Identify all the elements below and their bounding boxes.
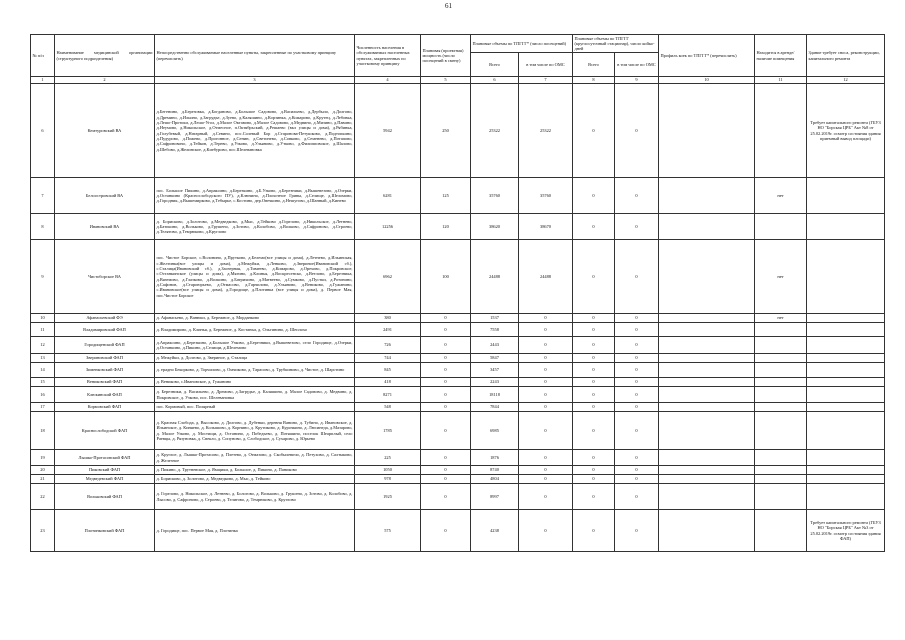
table-row (31, 314, 885, 323)
beddays-total: 0 (573, 354, 615, 363)
visits-oms: 25322 (519, 84, 573, 178)
row-number: 15 (31, 378, 55, 387)
beddays-oms: 0 (615, 314, 659, 323)
repair-note (807, 363, 885, 378)
row-number: 8 (31, 214, 55, 240)
beddays-oms: 0 (615, 84, 659, 178)
settlements-list: д. Межуйки, д. Долгово, д. Звериное, д. Сталица (155, 354, 355, 363)
repair-note (807, 412, 885, 450)
bed-profile (659, 178, 755, 214)
rent-status (755, 378, 807, 387)
facilities-table (30, 34, 885, 552)
beddays-total: 0 (573, 214, 615, 240)
facility-name: Краснослободской ФАП (55, 412, 155, 450)
facility-name: Зименковский ФАП (55, 363, 155, 378)
rent-status (755, 510, 807, 552)
table-row (31, 337, 885, 354)
visits-oms: 0 (519, 475, 573, 484)
visits-oms: 38670 (519, 214, 573, 240)
column-index-row: 1 2 3 4 5 6 7 8 9 10 11 12 (31, 77, 885, 84)
repair-note (807, 323, 885, 337)
population-value: 6281 (355, 178, 421, 214)
row-number: 20 (31, 466, 55, 475)
header-capacity: Плановая (проектная) мощность (число посещений в смену) (421, 35, 471, 77)
row-number: 6 (31, 84, 55, 178)
beddays-oms: 0 (615, 387, 659, 403)
beddays-oms: 0 (615, 363, 659, 378)
beddays-total: 0 (573, 314, 615, 323)
settlements-list: д. Круглое, д. Лышко-Протасово, д. Плетево, д. Отмазово, д. Скобылевичо, д. Петухово, д. Салтыково, д. Железное (155, 450, 355, 466)
facility-name: Звериновский ФАП (55, 354, 155, 363)
beddays-oms: 0 (615, 178, 659, 214)
visits-oms: 0 (519, 354, 573, 363)
table-row (31, 412, 885, 450)
facility-name: Владимировский ФАП (55, 323, 155, 337)
bed-profile (659, 475, 755, 484)
table-row (31, 84, 885, 178)
row-number: 12 (31, 337, 55, 354)
bed-profile (659, 354, 755, 363)
visits-oms: 0 (519, 378, 573, 387)
visits-oms: 0 (519, 363, 573, 378)
beddays-total: 0 (573, 412, 615, 450)
bed-profile (659, 363, 755, 378)
visits-total: 4238 (471, 510, 519, 552)
repair-note (807, 450, 885, 466)
visits-total: 38620 (471, 214, 519, 240)
settlements-list: д. Березники, д. Васильево, д. Дремово, д.Загрудье, д. Каляшино, д. Малое Садовово, д. Медвино, д. Покровское, д. Узково, пос. Шелевановка (155, 387, 355, 403)
repair-note (807, 337, 885, 354)
population-value: 2491 (355, 323, 421, 337)
rent-status (755, 363, 807, 378)
beddays-total: 0 (573, 387, 615, 403)
table-row (31, 484, 885, 510)
rent-status (755, 403, 807, 412)
capacity-value: 0 (421, 450, 471, 466)
visits-oms: 24488 (519, 240, 573, 314)
rent-status (755, 214, 807, 240)
header-plan-volume: Плановые объемы по ТПГГГ* (число посещений) (471, 35, 573, 53)
visits-oms: 0 (519, 337, 573, 354)
bed-profile (659, 378, 755, 387)
repair-note: Требует капитального ремонта (ГБУЗ НО "Борская ЦРБ" Акт №8 от 25.02.2019г. осмотр состояния здания приемный вывод площади) (807, 84, 885, 178)
visits-total: 1876 (471, 450, 519, 466)
bed-profile (659, 337, 755, 354)
population-value: 418 (355, 378, 421, 387)
header-total-2: Всего (573, 53, 615, 77)
beddays-oms: 0 (615, 337, 659, 354)
rent-status (755, 466, 807, 475)
row-number: 9 (31, 240, 55, 314)
bed-profile (659, 484, 755, 510)
table-row (31, 466, 885, 475)
population-value: 744 (355, 354, 421, 363)
header-settlements: Непосредственно обслуживаемые населенные пункты, закрепленные по участковому принципу (перечислить) (155, 35, 355, 77)
population-value: 575 (355, 510, 421, 552)
rent-status (755, 354, 807, 363)
visits-total: 2443 (471, 337, 519, 354)
capacity-value: 0 (421, 354, 471, 363)
beddays-oms: 0 (615, 450, 659, 466)
population-value: 1050 (355, 466, 421, 475)
table-row (31, 475, 885, 484)
settlements-list: д. Горелово, д. Никольское, д. Летнево, д. Бологово, д. Вольково, д. Грушено, д. Зотово, д. Колобово, д. Лысово, д. Сафроново, д. Строево, д. Телятово, д. Темрюково, д. Круглово (155, 484, 355, 510)
visits-oms: 0 (519, 484, 573, 510)
bed-profile (659, 314, 755, 323)
rent-status (755, 475, 807, 484)
settlements-list: пос. Кормовый, пос. Полярный (155, 403, 355, 412)
repair-note (807, 484, 885, 510)
beddays-oms: 0 (615, 403, 659, 412)
beddays-total: 0 (573, 378, 615, 387)
beddays-total: 0 (573, 510, 615, 552)
table-row (31, 178, 885, 214)
visits-oms: 0 (519, 323, 573, 337)
visits-oms: 0 (519, 510, 573, 552)
beddays-total: 0 (573, 178, 615, 214)
facility-name: Вольковский ФАП (55, 484, 155, 510)
repair-note (807, 403, 885, 412)
beddays-total: 0 (573, 337, 615, 354)
table-row (31, 323, 885, 337)
header-plan-volume-round: Плановые объемы по ТПГГГ (круглосуточный стационар), число койко-дней (573, 35, 659, 53)
visits-oms: 0 (519, 314, 573, 323)
table-row (31, 450, 885, 466)
capacity-value: 0 (421, 403, 471, 412)
visits-total: 2243 (471, 378, 519, 387)
population-value: 225 (355, 450, 421, 466)
population-value: 380 (355, 314, 421, 323)
row-number: 14 (31, 363, 55, 378)
repair-note (807, 240, 885, 314)
row-number: 7 (31, 178, 55, 214)
settlements-list: пос. Чистое Борское, с.Волонино, д.Прутково, д.Белемо(все улицы и дома), д.Летнево, д.Ильинская, с.Желтинка(все улицы и дома), д.Межуйки, д.Ленково, д.Звериное(Ивановский сб.), с.Сталица(Ивановский сб.), д.Заозерная, д.Тимеево, д.Комарово, д.Орехово, д.Покровское, с.Останкинское (улицы и дома), д.Мягино, д.Клинья, д.Воскресенско, д.Ветлово, д.Березника, д.Вяземово, д.Глазково, д.Волкино, д.Батрихино, д.Матвеево, д.Сумково, д.Пустки, д.Ротонино, д.Сафонов, д.Староюрьево, д.Отмасово, д.Гарчилово, д.Ульяново, д.Вениково, д.Гужанино, с.Ивановское(все улицы и дома), д.Городище, д.Плотинка (все улицы и дома), д. Первое Мая, пос.Чистое Борское (155, 240, 355, 314)
facility-name: Городищенский ФАП (55, 337, 155, 354)
facility-name: Белоостровский ВА (55, 178, 155, 214)
settlements-list: д.Апраксино, д.Березкино, д.Большое Узково, д.Березники, д.Вышевезово, село Городище, д.Озерки, д.Останкино, д.Пикино, д.Селищи, д.Шелемово (155, 337, 355, 354)
table-row (31, 378, 885, 387)
header-rent: Находится в аренде/наличие помещения (755, 35, 807, 77)
beddays-total: 0 (573, 84, 615, 178)
table-header (31, 35, 885, 84)
beddays-total: 0 (573, 323, 615, 337)
settlements-list: д.Бегенино, д.Березовка, д.Богданово, д.Большое Садовово, д.Васильево, д.Дербыло, д.Долгово, д.Дремино, д.Ильино, д.Загрудье, д.Зуево, д.Каляшино, д.Корзинка, д.Кожарово, д.Крутец, д.Лебовка, д.Лешо-Протоки, д.Лешо-Угол, д.Малое Октавово, д.Малое Садовово, д.Медвино, д.Мизино, д.Павино, д.Неумово, д.Никольское, д.Отмесное, п.Октябрьский, д.Решаево (вкл улицы и дома), д.Рябинка, д.Голубевый, д.Натарный, д.Севино, пос.Солевый Бор д.Старонова-Петушково, д.Подтопкино, д.Пудурово, д.Пожево, д.Прогонное, д.Сенин, д.Светонево, д.Совково, д.Семенево, д.Потапово, д.Сафроновичо, д.Тейков, д.Терево, д.Узково, д.Ульяново, д.Утково, д.Филипповское, д.Шалово, д.Шебово, д.Желинское, д.Киебурово, пос.Шелевановка (155, 84, 355, 178)
capacity-value: 0 (421, 314, 471, 323)
visits-total: 7844 (471, 403, 519, 412)
beddays-oms: 0 (615, 412, 659, 450)
capacity-value: 0 (421, 510, 471, 552)
visits-total: 3457 (471, 363, 519, 378)
visits-oms: 0 (519, 466, 573, 475)
facility-name: Ивановский ВА (55, 214, 155, 240)
page-number: 61 (445, 2, 452, 10)
capacity-value: 100 (421, 240, 471, 314)
rent-status (755, 387, 807, 403)
facility-name: Кемтуровский ВА (55, 84, 155, 178)
visits-oms: 0 (519, 387, 573, 403)
capacity-value: 0 (421, 484, 471, 510)
facility-name: Афанасьевский ФЭ (55, 314, 155, 323)
capacity-value: 0 (421, 363, 471, 378)
visits-total: 5847 (471, 354, 519, 363)
rent-status (755, 337, 807, 354)
capacity-value: 0 (421, 387, 471, 403)
table-row (31, 354, 885, 363)
bed-profile (659, 412, 755, 450)
capacity-value: 0 (421, 466, 471, 475)
repair-note (807, 314, 885, 323)
visits-total: 18118 (471, 387, 519, 403)
facility-name: Медведевский ФАП (55, 475, 155, 484)
repair-note (807, 354, 885, 363)
visits-total: 8997 (471, 484, 519, 510)
header-num: № п/п (31, 35, 55, 77)
visits-total: 25322 (471, 84, 519, 178)
table-row (31, 387, 885, 403)
facility-name: Чистоборское ВА (55, 240, 155, 314)
bed-profile (659, 323, 755, 337)
beddays-oms: 0 (615, 484, 659, 510)
header-population: Численность населения в обслуживаемых населенных пунктах, закрепленных по участковому принципу (355, 35, 421, 77)
repair-note (807, 378, 885, 387)
header-name: Наименование медицинской организации (структурного подразделения) (55, 35, 155, 77)
visits-total: 1537 (471, 314, 519, 323)
row-number: 13 (31, 354, 55, 363)
facility-name: Вениковский ФАП (55, 378, 155, 387)
beddays-total: 0 (573, 240, 615, 314)
header-repair: Здание требует сноса, реконструкции, капитального ремонта (807, 35, 885, 77)
table-row (31, 510, 885, 552)
visits-oms: 35760 (519, 178, 573, 214)
visits-oms: 0 (519, 412, 573, 450)
facility-name: Плотинковский ФАП (55, 510, 155, 552)
rent-status (755, 84, 807, 178)
beddays-total: 0 (573, 466, 615, 475)
beddays-oms: 0 (615, 323, 659, 337)
header-incl-oms-2: в том числе по ОМС (615, 53, 659, 77)
beddays-oms: 0 (615, 510, 659, 552)
rent-status: нет (755, 240, 807, 314)
row-number: 22 (31, 484, 55, 510)
population-value: 1785 (355, 412, 421, 450)
rent-status: нет (755, 314, 807, 323)
rent-status (755, 323, 807, 337)
beddays-total: 0 (573, 484, 615, 510)
settlements-list: д. Борисково, д. Золотово, д. Медведково, д. Мыс, д. Тейково (155, 475, 355, 484)
visits-total: 8740 (471, 466, 519, 475)
facility-name: Лышко-Протасовский ФАП (55, 450, 155, 466)
row-number: 10 (31, 314, 55, 323)
row-number: 17 (31, 403, 55, 412)
population-value: 12256 (355, 214, 421, 240)
settlements-list: д. Вениково, с.Ивановское, д. Гужанино (155, 378, 355, 387)
settlements-list: д. Владимирово, д. Клинья, д. Бережное, д. Костаньи, д. Ольгинино, д. Шеплохо (155, 323, 355, 337)
bed-profile (659, 403, 755, 412)
capacity-value: 125 (421, 178, 471, 214)
facility-name: Кормовский ФАП (55, 403, 155, 412)
population-value: 5942 (355, 84, 421, 178)
repair-note (807, 475, 885, 484)
population-value: 845 (355, 363, 421, 378)
bed-profile (659, 84, 755, 178)
bed-profile (659, 466, 755, 475)
visits-total: 4804 (471, 475, 519, 484)
capacity-value: 120 (421, 214, 471, 240)
visits-oms: 0 (519, 403, 573, 412)
beddays-oms: 0 (615, 475, 659, 484)
row-number: 23 (31, 510, 55, 552)
repair-note (807, 466, 885, 475)
visits-total: 35760 (471, 178, 519, 214)
bed-profile (659, 214, 755, 240)
beddays-oms: 0 (615, 378, 659, 387)
bed-profile (659, 387, 755, 403)
repair-note (807, 214, 885, 240)
row-number: 21 (31, 475, 55, 484)
bed-profile (659, 450, 755, 466)
population-value: 8271 (355, 387, 421, 403)
population-value: 1925 (355, 484, 421, 510)
capacity-value: 250 (421, 84, 471, 178)
rent-status (755, 412, 807, 450)
capacity-value: 0 (421, 378, 471, 387)
population-value: 978 (355, 475, 421, 484)
beddays-total: 0 (573, 475, 615, 484)
beddays-oms: 0 (615, 466, 659, 475)
rent-status: нет (755, 178, 807, 214)
bed-profile (659, 240, 755, 314)
facility-name: Клюкинский ФАП (55, 387, 155, 403)
beddays-total: 0 (573, 363, 615, 378)
table-row (31, 363, 885, 378)
repair-note: Требует капитального ремонта (ГБУЗ НО "Борская ЦРБ" Акт №3 от 25.02.2019г. осмотр состояния здания ФАП) (807, 510, 885, 552)
row-number: 16 (31, 387, 55, 403)
capacity-value: 0 (421, 337, 471, 354)
settlements-list: д. Городище, пос. Первое Мая, д. Плотинка (155, 510, 355, 552)
settlements-list: д. Борисково, д.Золотово, д.Медведково, д.Мыс, д.Тейково д.Горелово, д.Никольское, д.Летнево, д.Батокино, д.Вольково, д.Грушено, д.Зотово, д.Колобово, д.Волково, д.Сафроново, д.Строево, д.Телятово, д.Темрюково, д.Круглово (155, 214, 355, 240)
repair-note (807, 178, 885, 214)
row-number: 11 (31, 323, 55, 337)
settlements-list: пос. Большое Пикино, д.Апраксино, д.Березкино, д.Б.Узково, д.Березники, д.Вышевезово, д.Озерки, д.Останкино (Краснослободского ПУ), д.Ключино, д.Плохотное Гривы, д.Селище, д.Шеломово, д.Городник, д.Вышемирково, д.Тебырье, с.Костино, дер.Овечкино, д.Нешугово, д.Шанный, д.Кинево (155, 178, 355, 214)
rent-status (755, 450, 807, 466)
beddays-oms: 0 (615, 354, 659, 363)
visits-total: 24488 (471, 240, 519, 314)
row-number: 19 (31, 450, 55, 466)
header-total: Всего (471, 53, 519, 77)
facility-name: Пиковский ФАП (55, 466, 155, 475)
beddays-total: 0 (573, 450, 615, 466)
beddays-total: 0 (573, 403, 615, 412)
header-incl-oms: в том числе по ОМС (519, 53, 573, 77)
beddays-oms: 0 (615, 240, 659, 314)
table-body (31, 84, 885, 552)
table-row (31, 403, 885, 412)
table-row (31, 214, 885, 240)
repair-note (807, 387, 885, 403)
capacity-value: 0 (421, 475, 471, 484)
settlements-list: д. Пикино, д. Трутневское, д. Ямщики, д. Большое, д. Пикино, д. Паниково (155, 466, 355, 475)
row-number: 18 (31, 412, 55, 450)
beddays-oms: 0 (615, 214, 659, 240)
header-profile: Профиль коек по ТПГГГ* (перечислить) (659, 35, 755, 77)
population-value: 6962 (355, 240, 421, 314)
bed-profile (659, 510, 755, 552)
settlements-list: д. Афанасьево, д. Ванюки, д. Бережное, д. Морданково (155, 314, 355, 323)
population-value: 726 (355, 337, 421, 354)
capacity-value: 0 (421, 412, 471, 450)
settlements-list: д. ерадно Бекорково, д. Торчилово, д. Омчиково, д. Тарасово, д. Трубкиново, д. Чистое, д. Шарстино (155, 363, 355, 378)
visits-oms: 0 (519, 450, 573, 466)
table-row (31, 240, 885, 314)
capacity-value: 0 (421, 323, 471, 337)
settlements-list: д. Красная Слобода, д. Высоково, д. Долгово, д. Дубенки, деревня Ванино, д. Тубино, д. Ивановское, д. Ильинское, д. Киняево, д. Колышово, д. Корнино, д. Крутиково, д. Курочкино, д. Люсинеда, д.Мазарово, д. Малое Узково, д. Мостищи, д. Останино, д. Победьево, д. Потяшино, поселок Шеарплый, село Раевцы, д. Рязуновка, д. Свекло, д. Сопуново, д. Слободское, д. Сухарово, д. Юрьево (155, 412, 355, 450)
population-value: 548 (355, 403, 421, 412)
visits-total: 6985 (471, 412, 519, 450)
visits-total: 7558 (471, 323, 519, 337)
rent-status (755, 484, 807, 510)
